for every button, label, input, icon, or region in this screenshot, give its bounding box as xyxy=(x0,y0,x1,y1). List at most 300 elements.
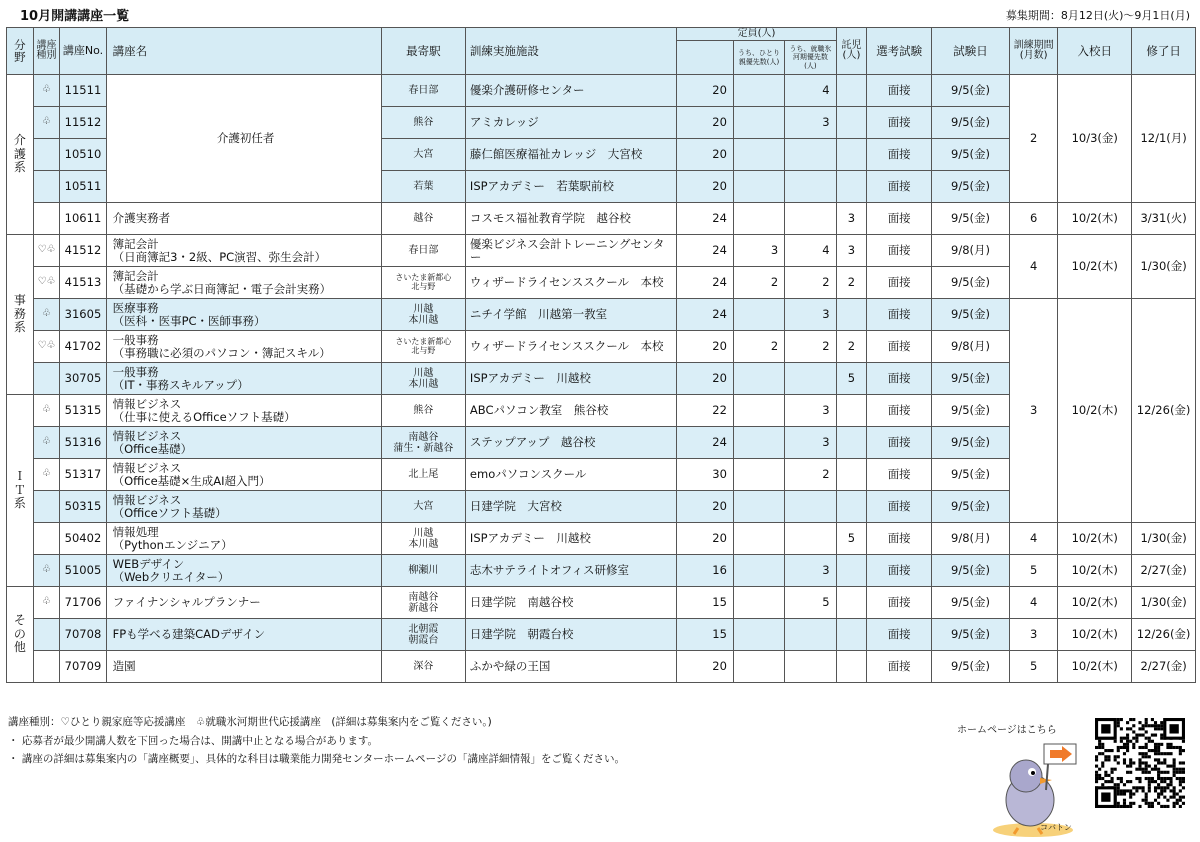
facility-name: ISPアカデミー 若葉駅前校 xyxy=(465,171,677,203)
course-table xyxy=(6,27,1196,683)
course-name-sub: （基礎から学ぶ日商簿記・電子会計実務） xyxy=(112,281,332,296)
childcare xyxy=(836,107,867,139)
exam-date: 9/5(金) xyxy=(932,651,1010,683)
facility-name: ステップアップ 越谷校 xyxy=(465,427,677,459)
exam-date: 9/5(金) xyxy=(932,427,1010,459)
hyoga-priority xyxy=(785,619,836,651)
entry-date: 10/2(木) xyxy=(1058,555,1132,587)
course-kind: ♧ xyxy=(33,555,60,587)
station-line: さいたま新都心 xyxy=(395,272,452,282)
course-number: 31605 xyxy=(60,299,106,331)
single-parent-priority: 2 xyxy=(733,267,784,299)
selection-test: 面接 xyxy=(867,171,932,203)
training-months: 4 xyxy=(1010,587,1058,619)
hyoga-priority: 3 xyxy=(785,107,836,139)
training-months: 4 xyxy=(1010,235,1058,299)
header-hyoga: うち、就職氷河期優先数(人) xyxy=(785,41,836,75)
station-line: 柳瀬川 xyxy=(408,565,439,576)
end-date: 12/26(金) xyxy=(1132,619,1196,651)
selection-test: 面接 xyxy=(867,555,932,587)
selection-test: 面接 xyxy=(867,651,932,683)
header-months: 訓練期間(月数) xyxy=(1010,28,1058,75)
capacity: 30 xyxy=(677,459,733,491)
end-date: 1/30(金) xyxy=(1132,235,1196,299)
station-line: 本川越 xyxy=(408,314,439,326)
childcare xyxy=(836,171,867,203)
training-months: 4 xyxy=(1010,523,1058,555)
exam-date: 9/5(金) xyxy=(932,107,1010,139)
facility-name: ISPアカデミー 川越校 xyxy=(465,363,677,395)
station-line: 朝霞台 xyxy=(408,634,439,646)
course-kind xyxy=(33,619,60,651)
station-line: 蒲生・新越谷 xyxy=(393,442,454,454)
capacity: 20 xyxy=(677,331,733,363)
nearest-station xyxy=(381,523,465,555)
station-line: 春日部 xyxy=(408,245,439,256)
field-label: その他 xyxy=(7,587,34,683)
table-row xyxy=(7,299,1196,331)
selection-test: 面接 xyxy=(867,299,932,331)
single-parent-priority xyxy=(733,587,784,619)
childcare xyxy=(836,491,867,523)
exam-date: 9/8(月) xyxy=(932,331,1010,363)
selection-test: 面接 xyxy=(867,619,932,651)
facility-name: コスモス福祉教育学院 越谷校 xyxy=(465,203,677,235)
exam-date: 9/5(金) xyxy=(932,363,1010,395)
entry-date: 10/2(木) xyxy=(1058,619,1132,651)
station-line: 春日部 xyxy=(408,85,439,96)
exam-date: 9/5(金) xyxy=(932,171,1010,203)
single-parent-priority xyxy=(733,171,784,203)
course-name-main: WEBデザイン xyxy=(112,557,185,572)
course-name xyxy=(106,459,381,491)
hyoga-priority: 4 xyxy=(785,75,836,107)
table-row xyxy=(7,555,1196,587)
capacity: 16 xyxy=(677,555,733,587)
course-name-main: 一般事務 xyxy=(112,333,159,348)
course-name xyxy=(106,299,381,331)
nearest-station xyxy=(381,267,465,299)
station-line: 熊谷 xyxy=(413,405,434,416)
kind-legend: 講座種別：♡ひとり親家庭等応援講座 ♧就職氷河期世代応援講座 (詳細は募集案内をご覧ください。) xyxy=(8,716,492,728)
course-name-sub: （日商簿記3・2級、PC演習、弥生会計） xyxy=(112,249,327,264)
single-parent-priority xyxy=(733,619,784,651)
course-name-sub: （Webクリエイター） xyxy=(112,569,230,584)
nearest-station xyxy=(381,427,465,459)
field-label: 事務系 xyxy=(7,235,34,395)
hyoga-priority xyxy=(785,363,836,395)
nearest-station xyxy=(381,459,465,491)
header-capacity-group: 定員(人) xyxy=(677,28,836,41)
capacity: 24 xyxy=(677,299,733,331)
end-date: 12/1(月) xyxy=(1132,75,1196,203)
capacity: 24 xyxy=(677,427,733,459)
nearest-station xyxy=(381,331,465,363)
training-months: 3 xyxy=(1010,299,1058,523)
course-name xyxy=(106,491,381,523)
capacity: 20 xyxy=(677,139,733,171)
facility-name: アミカレッジ xyxy=(465,107,677,139)
course-number: 10511 xyxy=(60,171,106,203)
page-title: 10月開講講座一覧 xyxy=(20,9,130,24)
station-line: 深谷 xyxy=(413,661,434,672)
capacity: 24 xyxy=(677,235,733,267)
course-number: 41513 xyxy=(60,267,106,299)
exam-date: 9/5(金) xyxy=(932,267,1010,299)
single-parent-priority xyxy=(733,363,784,395)
station-line: さいたま新都心 xyxy=(395,336,452,346)
selection-test: 面接 xyxy=(867,331,932,363)
table-row xyxy=(7,235,1196,267)
selection-test: 面接 xyxy=(867,427,932,459)
single-parent-priority: 3 xyxy=(733,235,784,267)
mascot-name: コバトン xyxy=(1040,823,1072,832)
hyoga-priority: 3 xyxy=(785,299,836,331)
childcare: 3 xyxy=(836,203,867,235)
course-kind: ♧ xyxy=(33,395,60,427)
entry-date: 10/2(木) xyxy=(1058,203,1132,235)
childcare xyxy=(836,395,867,427)
facility-name: emoパソコンスクール xyxy=(465,459,677,491)
course-kind xyxy=(33,363,60,395)
station-line: 新越谷 xyxy=(408,602,439,614)
course-number: 70709 xyxy=(60,651,106,683)
childcare xyxy=(836,619,867,651)
station-line: 川越 xyxy=(413,303,434,315)
childcare xyxy=(836,299,867,331)
course-kind xyxy=(33,171,60,203)
course-number: 11511 xyxy=(60,75,106,107)
course-kind: ♧ xyxy=(33,459,60,491)
station-line: 北与野 xyxy=(411,281,436,291)
exam-date: 9/5(金) xyxy=(932,203,1010,235)
table-row xyxy=(7,619,1196,651)
station-line: 本川越 xyxy=(408,538,439,550)
facility-name: 日建学院 朝霞台校 xyxy=(465,619,677,651)
course-name-sub: （IT・事務スキルアップ） xyxy=(112,377,249,392)
course-kind xyxy=(33,203,60,235)
course-name xyxy=(106,427,381,459)
course-kind: ♡♧ xyxy=(33,235,60,267)
course-name-main: 介護実務者 xyxy=(112,211,171,226)
course-name xyxy=(106,235,381,267)
exam-date: 9/5(金) xyxy=(932,491,1010,523)
course-number: 51317 xyxy=(60,459,106,491)
note-details: ・ 講座の詳細は募集案内の「講座概要」、具体的な科目は職業能力開発センターホームページの「講座詳細情報」をご覧ください。 xyxy=(8,753,625,766)
facility-name: ISPアカデミー 川越校 xyxy=(465,523,677,555)
header-facility: 訓練実施施設 xyxy=(465,28,677,75)
nearest-station xyxy=(381,619,465,651)
selection-test: 面接 xyxy=(867,267,932,299)
course-number: 30705 xyxy=(60,363,106,395)
field-label: 介護系 xyxy=(7,75,34,235)
entry-date: 10/2(木) xyxy=(1058,651,1132,683)
facility-name: 藤仁館医療福祉カレッジ 大宮校 xyxy=(465,139,677,171)
course-name-main: 情報ビジネス xyxy=(112,429,182,444)
course-kind xyxy=(33,491,60,523)
hyoga-priority: 2 xyxy=(785,267,836,299)
field-label: ＩＴ系 xyxy=(7,395,34,587)
facility-name: 日建学院 大宮校 xyxy=(465,491,677,523)
childcare xyxy=(836,427,867,459)
childcare: 5 xyxy=(836,363,867,395)
hyoga-priority xyxy=(785,203,836,235)
nearest-station xyxy=(381,491,465,523)
station-line: 大宮 xyxy=(413,149,434,160)
single-parent-priority xyxy=(733,459,784,491)
capacity: 22 xyxy=(677,395,733,427)
end-date: 2/27(金) xyxy=(1132,555,1196,587)
exam-date: 9/8(月) xyxy=(932,523,1010,555)
course-number: 11512 xyxy=(60,107,106,139)
course-name-main: ファイナンシャルプランナー xyxy=(112,595,261,610)
course-name-main: 情報ビジネス xyxy=(112,461,182,476)
station-line: 本川越 xyxy=(408,378,439,390)
single-parent-priority xyxy=(733,651,784,683)
course-number: 50402 xyxy=(60,523,106,555)
childcare xyxy=(836,75,867,107)
training-months: 5 xyxy=(1010,555,1058,587)
exam-date: 9/5(金) xyxy=(932,75,1010,107)
training-months: 6 xyxy=(1010,203,1058,235)
nearest-station xyxy=(381,235,465,267)
course-kind: ♧ xyxy=(33,587,60,619)
single-parent-priority xyxy=(733,299,784,331)
course-name-sub: （Officeソフト基礎） xyxy=(112,505,227,520)
course-name xyxy=(106,395,381,427)
capacity: 24 xyxy=(677,203,733,235)
header-entry: 入校日 xyxy=(1058,28,1132,75)
facility-name: 優楽介護研修センター xyxy=(465,75,677,107)
end-date: 12/26(金) xyxy=(1132,299,1196,523)
selection-test: 面接 xyxy=(867,107,932,139)
childcare xyxy=(836,459,867,491)
header-capacity xyxy=(677,41,733,75)
hyoga-priority xyxy=(785,171,836,203)
course-name xyxy=(106,523,381,555)
station-line: 熊谷 xyxy=(413,117,434,128)
capacity: 20 xyxy=(677,107,733,139)
header-name: 講座名 xyxy=(106,28,381,75)
childcare xyxy=(836,651,867,683)
nearest-station xyxy=(381,203,465,235)
course-name-sub: （医科・医事PC・医師事務） xyxy=(112,313,266,328)
entry-date: 10/2(木) xyxy=(1058,523,1132,555)
end-date: 1/30(金) xyxy=(1132,523,1196,555)
facility-name: ABCパソコン教室 熊谷校 xyxy=(465,395,677,427)
childcare xyxy=(836,587,867,619)
hyoga-priority: 3 xyxy=(785,555,836,587)
single-parent-priority xyxy=(733,107,784,139)
childcare: 2 xyxy=(836,331,867,363)
nearest-station xyxy=(381,363,465,395)
capacity: 20 xyxy=(677,491,733,523)
selection-test: 面接 xyxy=(867,491,932,523)
course-name-main: 情報ビジネス xyxy=(112,397,182,412)
end-date: 2/27(金) xyxy=(1132,651,1196,683)
header-single-parent: うち、ひとり親優先数(人) xyxy=(733,41,784,75)
single-parent-priority xyxy=(733,203,784,235)
course-name xyxy=(106,619,381,651)
entry-date: 10/2(木) xyxy=(1058,587,1132,619)
nearest-station xyxy=(381,651,465,683)
selection-test: 面接 xyxy=(867,235,932,267)
course-number: 70708 xyxy=(60,619,106,651)
station-line: 川越 xyxy=(413,367,434,379)
single-parent-priority xyxy=(733,523,784,555)
course-name-sub: （Office基礎×生成AI超入門） xyxy=(112,473,271,488)
capacity: 15 xyxy=(677,587,733,619)
training-months: 3 xyxy=(1010,619,1058,651)
exam-date: 9/5(金) xyxy=(932,587,1010,619)
homepage-label: ホームページはこちら xyxy=(957,725,1057,736)
table-row xyxy=(7,523,1196,555)
course-number: 51005 xyxy=(60,555,106,587)
course-kind: ♧ xyxy=(33,75,60,107)
single-parent-priority xyxy=(733,75,784,107)
course-name-main: 医療事務 xyxy=(112,301,159,316)
facility-name: 優楽ビジネス会計トレーニングセンター xyxy=(465,235,677,267)
nearest-station xyxy=(381,171,465,203)
course-number: 41512 xyxy=(60,235,106,267)
single-parent-priority: 2 xyxy=(733,331,784,363)
facility-name: ウィザードライセンススクール 本校 xyxy=(465,267,677,299)
selection-test: 面接 xyxy=(867,75,932,107)
single-parent-priority xyxy=(733,395,784,427)
end-date: 3/31(火) xyxy=(1132,203,1196,235)
header-kind: 講座種別 xyxy=(33,28,60,75)
exam-date: 9/5(金) xyxy=(932,619,1010,651)
course-number: 71706 xyxy=(60,587,106,619)
course-name xyxy=(106,587,381,619)
header-end: 修了日 xyxy=(1132,28,1196,75)
course-name-main: 一般事務 xyxy=(112,365,159,380)
course-name-main: FPも学べる建築CADデザイン xyxy=(112,627,266,642)
course-name-main: 造園 xyxy=(112,659,136,674)
childcare: 2 xyxy=(836,267,867,299)
course-kind: ♡♧ xyxy=(33,331,60,363)
course-kind: ♧ xyxy=(33,299,60,331)
facility-name: ニチイ学館 川越第一教室 xyxy=(465,299,677,331)
capacity: 20 xyxy=(677,171,733,203)
notes xyxy=(8,715,625,771)
course-name xyxy=(106,555,381,587)
course-kind xyxy=(33,523,60,555)
childcare: 3 xyxy=(836,235,867,267)
single-parent-priority xyxy=(733,555,784,587)
station-line: 大宮 xyxy=(413,501,434,512)
station-line: 越谷 xyxy=(413,213,434,224)
selection-test: 面接 xyxy=(867,395,932,427)
capacity: 15 xyxy=(677,619,733,651)
course-kind: ♧ xyxy=(33,427,60,459)
course-name-sub: （仕事に使えるOfficeソフト基礎） xyxy=(112,409,296,424)
course-name xyxy=(106,203,381,235)
childcare xyxy=(836,555,867,587)
application-period: 募集期間：8月12日(火)～9月1日(月) xyxy=(1005,9,1190,22)
station-line: 北朝霞 xyxy=(408,623,439,635)
capacity: 24 xyxy=(677,267,733,299)
course-name-main: 簿記会計 xyxy=(112,269,159,284)
exam-date: 9/5(金) xyxy=(932,555,1010,587)
selection-test: 面接 xyxy=(867,459,932,491)
course-kind xyxy=(33,651,60,683)
facility-name: ふかや緑の王国 xyxy=(465,651,677,683)
exam-date: 9/5(金) xyxy=(932,459,1010,491)
selection-test: 面接 xyxy=(867,523,932,555)
course-name-sub: （Pythonエンジニア） xyxy=(112,537,233,552)
table-row xyxy=(7,75,1196,107)
header-exam: 試験日 xyxy=(932,28,1010,75)
hyoga-priority: 3 xyxy=(785,395,836,427)
hyoga-priority xyxy=(785,491,836,523)
header-childcare: 託児(人) xyxy=(836,28,867,75)
nearest-station xyxy=(381,587,465,619)
course-name-main: 情報処理 xyxy=(112,525,159,540)
table-row xyxy=(7,203,1196,235)
capacity: 20 xyxy=(677,651,733,683)
header-selection: 選考試験 xyxy=(867,28,932,75)
childcare: 5 xyxy=(836,523,867,555)
course-name-sub: （事務職に必須のパソコン・簿記スキル） xyxy=(112,345,331,360)
capacity: 20 xyxy=(677,523,733,555)
end-date: 1/30(金) xyxy=(1132,587,1196,619)
hyoga-priority: 4 xyxy=(785,235,836,267)
capacity: 20 xyxy=(677,75,733,107)
hyoga-priority: 3 xyxy=(785,427,836,459)
nearest-station xyxy=(381,75,465,107)
kobaton-mascot-icon xyxy=(988,738,1088,838)
selection-test: 面接 xyxy=(867,203,932,235)
hyoga-priority: 2 xyxy=(785,331,836,363)
exam-date: 9/5(金) xyxy=(932,139,1010,171)
station-line: 南越谷 xyxy=(408,591,439,603)
station-line: 北与野 xyxy=(411,345,436,355)
selection-test: 面接 xyxy=(867,587,932,619)
course-name-main: 簿記会計 xyxy=(112,237,159,252)
training-months: 2 xyxy=(1010,75,1058,203)
course-kind xyxy=(33,139,60,171)
course-name xyxy=(106,331,381,363)
course-number: 41702 xyxy=(60,331,106,363)
hyoga-priority xyxy=(785,523,836,555)
exam-date: 9/5(金) xyxy=(932,299,1010,331)
exam-date: 9/8(月) xyxy=(932,235,1010,267)
course-number: 50315 xyxy=(60,491,106,523)
course-name xyxy=(106,651,381,683)
nearest-station xyxy=(381,139,465,171)
station-line: 若葉 xyxy=(413,181,434,192)
course-name-main: 情報ビジネス xyxy=(112,493,182,508)
childcare xyxy=(836,139,867,171)
selection-test: 面接 xyxy=(867,363,932,395)
facility-name: 志木サテライトオフィス研修室 xyxy=(465,555,677,587)
course-name: 介護初任者 xyxy=(106,75,381,203)
note-cancellation: ・ 応募者が最少開講人数を下回った場合は、開講中止となる場合があります。 xyxy=(8,734,378,747)
course-number: 51316 xyxy=(60,427,106,459)
course-number: 10611 xyxy=(60,203,106,235)
nearest-station xyxy=(381,299,465,331)
station-line: 南越谷 xyxy=(408,431,439,443)
selection-test: 面接 xyxy=(867,139,932,171)
single-parent-priority xyxy=(733,491,784,523)
capacity: 20 xyxy=(677,363,733,395)
nearest-station xyxy=(381,107,465,139)
station-line: 北上尾 xyxy=(408,469,439,480)
qr-code-icon[interactable] xyxy=(1095,718,1185,808)
entry-date: 10/2(木) xyxy=(1058,235,1132,299)
hyoga-priority: 2 xyxy=(785,459,836,491)
